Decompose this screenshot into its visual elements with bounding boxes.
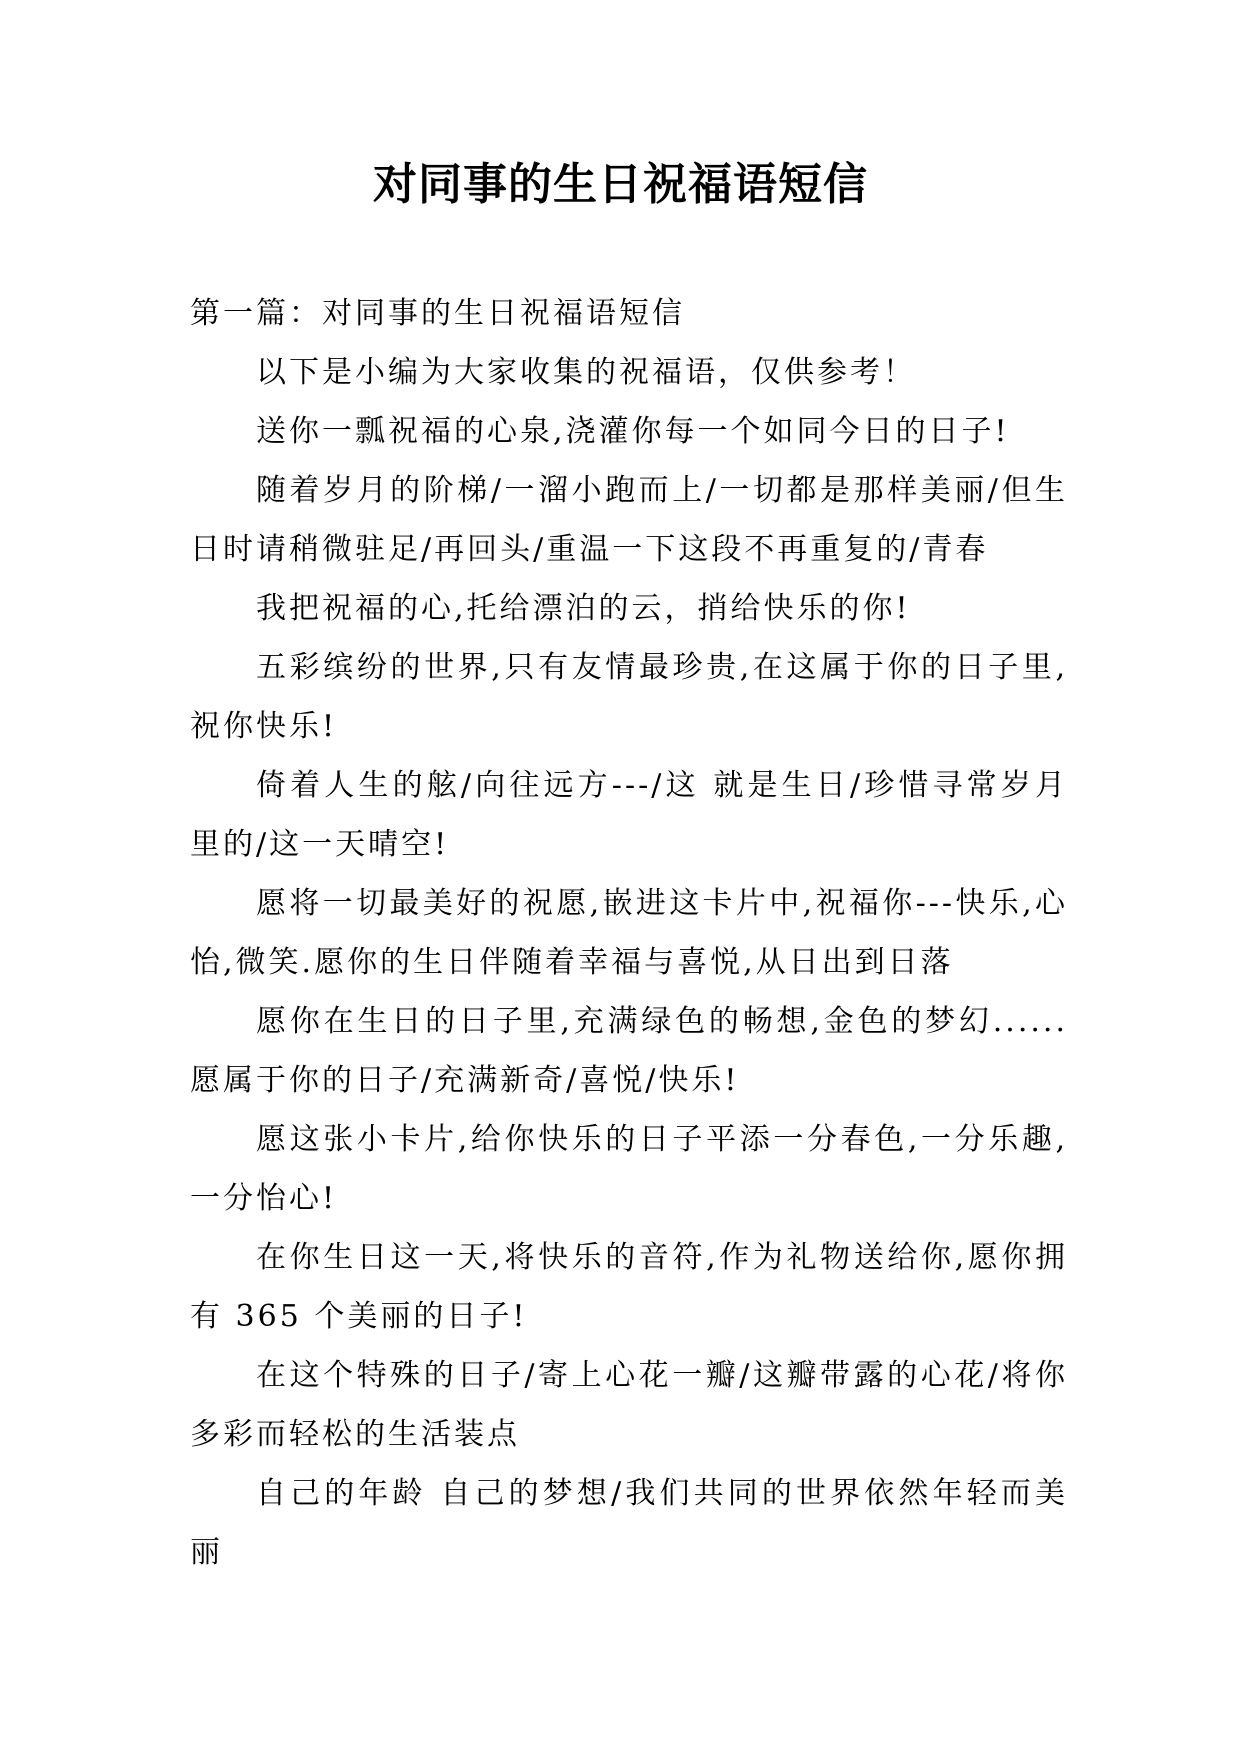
paragraph: 送你一瓢祝福的心泉,浇灌你每一个如同今日的日子! xyxy=(256,414,1010,449)
paragraph: 在你生日这一天,将快乐的音符,作为礼物送给你,愿你拥有 365 个美丽的日子! xyxy=(190,1240,1068,1334)
paragraph: 愿你在生日的日子里,充满绿色的畅想,金色的梦幻......愿属于你的日子/充满新奇/喜悦/快乐! xyxy=(190,1004,1068,1098)
section-heading: 第一篇：对同事的生日祝福语短信 xyxy=(190,296,685,331)
document-title: 对同事的生日祝福语短信 xyxy=(373,159,868,210)
paragraph: 我把祝福的心,托给漂泊的云，捎给快乐的你! xyxy=(256,591,911,626)
paragraph: 倚着人生的舷/向往远方---/这 就是生日/珍惜寻常岁月里的/这一天晴空! xyxy=(190,768,1068,862)
paragraph: 愿这张小卡片,给你快乐的日子平添一分春色,一分乐趣,一分怡心! xyxy=(190,1122,1068,1216)
paragraph: 愿将一切最美好的祝愿,嵌进这卡片中,祝福你---快乐,心怡,微笑.愿你的生日伴随着幸福与喜悦,从日出到日落 xyxy=(190,886,1068,980)
document-body xyxy=(190,284,1068,1582)
paragraph: 五彩缤纷的世界,只有友情最珍贵,在这属于你的日子里,祝你快乐! xyxy=(190,650,1068,744)
paragraph: 随着岁月的阶梯/一溜小跑而上/一切都是那样美丽/但生日时请稍微驻足/再回头/重温一下这段不再重复的/青春 xyxy=(190,473,1068,567)
paragraph: 自己的年龄 自己的梦想/我们共同的世界依然年轻而美丽 xyxy=(190,1476,1068,1570)
paragraph: 以下是小编为大家收集的祝福语，仅供参考！ xyxy=(256,355,916,390)
paragraph: 在这个特殊的日子/寄上心花一瓣/这瓣带露的心花/将你多彩而轻松的生活装点 xyxy=(190,1358,1068,1452)
